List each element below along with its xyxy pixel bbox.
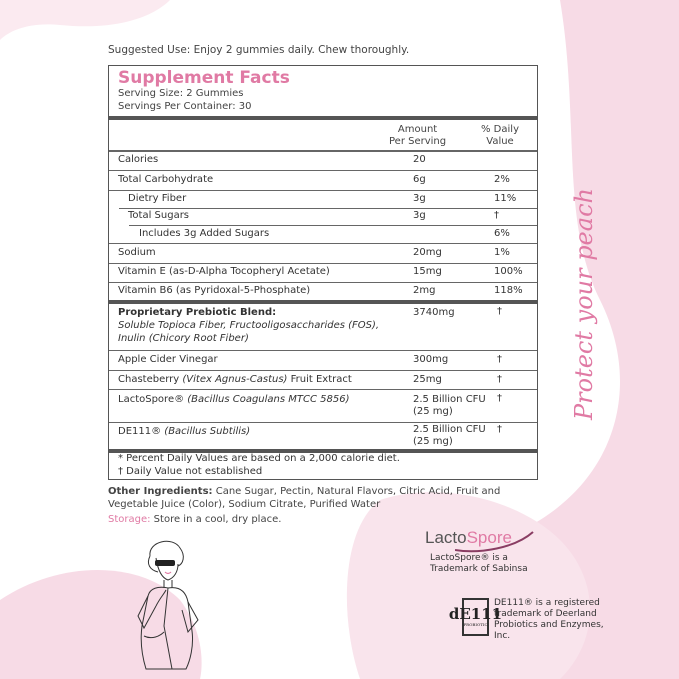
acv-dv: † (497, 354, 502, 365)
row-dv-fiber: 11% (494, 193, 517, 204)
de111-strain: (Bacillus Subtilis) (164, 426, 251, 437)
suggested-use: Suggested Use: Enjoy 2 gummies daily. Chew thoroughly. (108, 44, 410, 56)
lactospore-logo-spore: Spore (466, 528, 512, 547)
footnote-daily-values: * Percent Daily Values are based on a 2,000 calorie diet. (118, 453, 400, 464)
row-divider (109, 170, 537, 171)
row-divider (129, 225, 537, 226)
blend-detail-2: Inulin (Chicory Root Fiber) (118, 333, 249, 344)
acv-name: Apple Cider Vinegar (118, 354, 218, 365)
row-name-calories: Calories (118, 154, 159, 165)
blend-amount: 3740mg (413, 307, 455, 318)
lactospore-amount-cfu: 2.5 Billion CFU (413, 394, 486, 405)
row-dv-vitamin-e: 100% (494, 266, 523, 277)
row-dv-carbohydrate: 2% (494, 174, 510, 185)
row-name-vitamin-e: Vitamin E (as-D-Alpha Tocopheryl Acetate) (118, 266, 330, 277)
chasteberry-dv: † (497, 374, 502, 385)
row-amount-vitamin-e: 15mg (413, 266, 442, 277)
chasteberry-amount: 25mg (413, 374, 442, 385)
row-divider (109, 243, 537, 244)
storage-label: Storage: (108, 514, 151, 525)
footnote-not-established: † Daily Value not established (118, 466, 263, 477)
de111-logo (448, 598, 503, 636)
row-divider (109, 389, 537, 390)
tagline: Protect your peach (570, 188, 598, 420)
lactospore-strain: (Bacillus Coagulans MTCC 5856) (187, 394, 350, 405)
acv-amount: 300mg (413, 354, 449, 365)
other-ingredients-text: Cane Sugar, Pectin, Natural Flavors, Citric Acid, Fruit and Vegetable Juice (Color), Sodium Citrate, Purified Water (108, 486, 501, 510)
lactospore-dv: † (497, 393, 502, 404)
row-name-fiber: Dietry Fiber (128, 193, 187, 204)
de111-amount-mg: (25 mg) (413, 436, 453, 447)
row-divider (109, 422, 537, 423)
row-amount-sodium: 20mg (413, 247, 442, 258)
lactospore-amount-mg: (25 mg) (413, 406, 453, 417)
header-amount: Amount Per Serving (389, 124, 447, 147)
row-name-carbohydrate: Total Carbohydrate (118, 174, 214, 185)
row-amount-vitamin-b6: 2mg (413, 285, 436, 296)
lactospore-trademark-note: LactoSpore® is a Trademark of Sabinsa (430, 553, 528, 574)
de111-amount-cfu: 2.5 Billion CFU (413, 424, 486, 435)
row-divider (109, 190, 537, 191)
serving-size: Serving Size: 2 Gummies (118, 88, 244, 99)
de111-name (118, 426, 250, 437)
row-dv-vitamin-b6: 118% (494, 285, 523, 296)
blend-dv: † (497, 306, 502, 317)
other-ingredients (108, 485, 548, 511)
de111-logo-text: dE111 (448, 605, 503, 623)
de111-brand-name: DE111® (118, 426, 165, 437)
blend-detail-1: Soluble Topioca Fiber, Fructooligosaccharides (FOS), (118, 320, 380, 331)
row-divider (109, 263, 537, 264)
storage (108, 514, 281, 525)
servings-per-container: Servings Per Container: 30 (118, 101, 252, 112)
chasteberry-suffix: Fruit Extract (287, 374, 352, 385)
chasteberry-latin-name: (Vitex Agnus-Castus) (182, 374, 288, 385)
row-dv-added-sugars: 6% (494, 228, 510, 239)
chasteberry-common-name: Chasteberry (118, 374, 183, 385)
row-divider (109, 282, 537, 283)
lactospore-swoosh-icon (455, 528, 535, 554)
row-divider (119, 208, 537, 209)
row-dv-sodium: 1% (494, 247, 510, 258)
woman-in-robe-illustration (128, 536, 203, 671)
chasteberry-name (118, 374, 352, 385)
de111-dv: † (497, 424, 502, 435)
storage-text: Store in a cool, dry place. (150, 514, 282, 525)
de111-logo-subtext: PROBIOTIC (463, 622, 488, 627)
lactospore-brand-name: LactoSpore® (118, 394, 188, 405)
supplement-facts-title: Supplement Facts (118, 68, 290, 88)
row-name-added-sugars: Includes 3g Added Sugars (139, 228, 270, 239)
header-divider (109, 150, 537, 152)
row-name-vitamin-b6: Vitamin B6 (as Pyridoxal-5-Phosphate) (118, 285, 311, 296)
thick-divider (109, 300, 537, 304)
lactospore-logo-lacto: Lacto (425, 528, 467, 547)
thick-divider (109, 116, 537, 120)
row-name-sodium: Sodium (118, 247, 156, 258)
row-amount-carbohydrate: 6g (413, 174, 426, 185)
row-amount-fiber: 3g (413, 193, 426, 204)
row-amount-calories: 20 (413, 154, 426, 165)
supplement-facts-panel (108, 65, 538, 480)
row-name-sugars: Total Sugars (128, 210, 190, 221)
lactospore-name (118, 394, 350, 405)
row-divider (109, 350, 537, 351)
de111-trademark-note: DE111® is a registered trademark of Deerland Probiotics and Enzymes, Inc. (494, 598, 604, 641)
other-ingredients-label: Other Ingredients: (108, 486, 213, 497)
row-dv-sugars: † (494, 210, 499, 221)
row-divider (109, 370, 537, 371)
blend-name: Proprietary Prebiotic Blend: (118, 307, 277, 318)
row-amount-sugars: 3g (413, 210, 426, 221)
header-daily-value: % Daily Value (481, 124, 519, 147)
